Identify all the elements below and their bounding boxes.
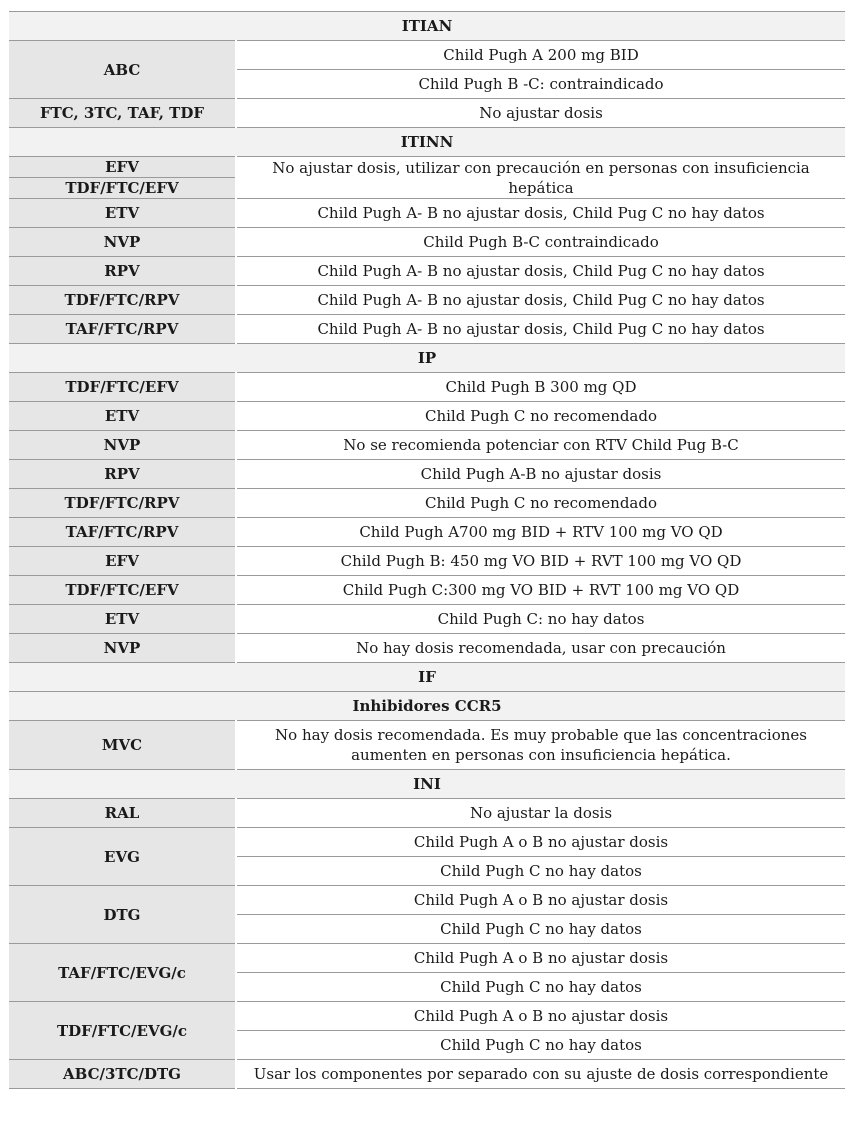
drug-cell: TDF/FTC/EFV — [9, 178, 236, 199]
value-cell: Child Pugh A o B no ajustar dosis — [236, 1002, 845, 1031]
table-row — [9, 431, 845, 460]
table-body — [9, 12, 845, 1089]
drug-cell: NVP — [9, 228, 236, 257]
drug-cell: FTC, 3TC, TAF, TDF — [9, 99, 236, 128]
section-header-row — [9, 692, 845, 721]
value-cell: No ajustar dosis, utilizar con precaución en personas con insuficiencia hepática — [236, 157, 845, 199]
drug-cell: EFV — [9, 547, 236, 576]
value-cell: Child Pugh A- B no ajustar dosis, Child Pug C no hay datos — [236, 199, 845, 228]
value-cell: Child Pugh B-C contraindicado — [236, 228, 845, 257]
drug-cell: NVP — [9, 634, 236, 663]
drug-cell: TDF/FTC/RPV — [9, 489, 236, 518]
table-row — [9, 199, 845, 228]
section-header-row — [9, 663, 845, 692]
table-row — [9, 41, 845, 70]
value-cell: Child Pugh C no hay datos — [236, 857, 845, 886]
value-cell: Child Pugh C no recomendado — [236, 402, 845, 431]
table-row — [9, 257, 845, 286]
table-row — [9, 228, 845, 257]
table-row — [9, 157, 845, 178]
section-title-if: IF — [9, 663, 845, 692]
drug-cell: TAF/FTC/EVG/c — [9, 944, 236, 1002]
value-cell: No hay dosis recomendada. Es muy probable que las concentraciones aumenten en personas con insuficiencia hepática. — [236, 721, 845, 770]
value-cell: Child Pugh C no hay datos — [236, 915, 845, 944]
drug-cell: TDF/FTC/EFV — [9, 576, 236, 605]
section-header-row — [9, 344, 845, 373]
value-cell: Child Pugh A- B no ajustar dosis, Child Pug C no hay datos — [236, 257, 845, 286]
table-row — [9, 489, 845, 518]
table-row — [9, 402, 845, 431]
value-cell: Child Pugh A-B no ajustar dosis — [236, 460, 845, 489]
drug-cell: NVP — [9, 431, 236, 460]
value-cell: Child Pugh B: 450 mg VO BID + RVT 100 mg VO QD — [236, 547, 845, 576]
section-title-ini: INI — [9, 770, 845, 799]
drug-cell: TDF/FTC/EVG/c — [9, 1002, 236, 1060]
section-title-itian: ITIAN — [9, 12, 845, 41]
section-header-row — [9, 12, 845, 41]
value-cell: Child Pugh A o B no ajustar dosis — [236, 886, 845, 915]
table-row — [9, 373, 845, 402]
section-header-row — [9, 128, 845, 157]
value-cell: Child Pugh C no recomendado — [236, 489, 845, 518]
drug-cell: DTG — [9, 886, 236, 944]
value-cell: Child Pugh B -C: contraindicado — [236, 70, 845, 99]
value-cell: Child Pugh B 300 mg QD — [236, 373, 845, 402]
table-row — [9, 99, 845, 128]
section-title-ip: IP — [9, 344, 845, 373]
drug-cell: TAF/FTC/RPV — [9, 518, 236, 547]
value-cell: Child Pugh C: no hay datos — [236, 605, 845, 634]
value-cell: Usar los componentes por separado con su ajuste de dosis correspondiente — [236, 1060, 845, 1089]
drug-cell: EFV — [9, 157, 236, 178]
section-title-ccr5: Inhibidores CCR5 — [9, 692, 845, 721]
drug-cell: RPV — [9, 257, 236, 286]
drug-cell: MVC — [9, 721, 236, 770]
drug-cell: RPV — [9, 460, 236, 489]
drug-cell: TDF/FTC/EFV — [9, 373, 236, 402]
table-row — [9, 518, 845, 547]
value-cell: Child Pugh A o B no ajustar dosis — [236, 944, 845, 973]
drug-cell: RAL — [9, 799, 236, 828]
drug-cell: ETV — [9, 605, 236, 634]
value-cell: No ajustar la dosis — [236, 799, 845, 828]
drug-cell: ETV — [9, 199, 236, 228]
value-cell: Child Pugh C no hay datos — [236, 973, 845, 1002]
value-cell: No hay dosis recomendada, usar con precaución — [236, 634, 845, 663]
value-cell: Child Pugh C no hay datos — [236, 1031, 845, 1060]
table-row — [9, 576, 845, 605]
table-row — [9, 1002, 845, 1031]
table-row — [9, 460, 845, 489]
table-row — [9, 634, 845, 663]
drug-cell: EVG — [9, 828, 236, 886]
table-row — [9, 315, 845, 344]
table-row — [9, 944, 845, 973]
drug-cell: ABC/3TC/DTG — [9, 1060, 236, 1089]
value-cell: No se recomienda potenciar con RTV Child Pug B-C — [236, 431, 845, 460]
value-cell: Child Pugh A o B no ajustar dosis — [236, 828, 845, 857]
section-title-itinn: ITINN — [9, 128, 845, 157]
value-cell: No ajustar dosis — [236, 99, 845, 128]
drug-cell: TAF/FTC/RPV — [9, 315, 236, 344]
value-cell: Child Pugh A- B no ajustar dosis, Child Pug C no hay datos — [236, 315, 845, 344]
drug-cell: ABC — [9, 41, 236, 99]
table-row — [9, 605, 845, 634]
table-row — [9, 828, 845, 857]
hepatic-dosing-table — [9, 11, 845, 1089]
drug-cell: ETV — [9, 402, 236, 431]
table-row — [9, 1060, 845, 1089]
section-header-row — [9, 770, 845, 799]
value-cell: Child Pugh A 200 mg BID — [236, 41, 845, 70]
table-row — [9, 547, 845, 576]
drug-cell: TDF/FTC/RPV — [9, 286, 236, 315]
table-row — [9, 886, 845, 915]
table-row — [9, 799, 845, 828]
table-row — [9, 286, 845, 315]
value-cell: Child Pugh A- B no ajustar dosis, Child Pug C no hay datos — [236, 286, 845, 315]
table-row — [9, 721, 845, 770]
value-cell: Child Pugh A700 mg BID + RTV 100 mg VO QD — [236, 518, 845, 547]
value-cell: Child Pugh C:300 mg VO BID + RVT 100 mg VO QD — [236, 576, 845, 605]
